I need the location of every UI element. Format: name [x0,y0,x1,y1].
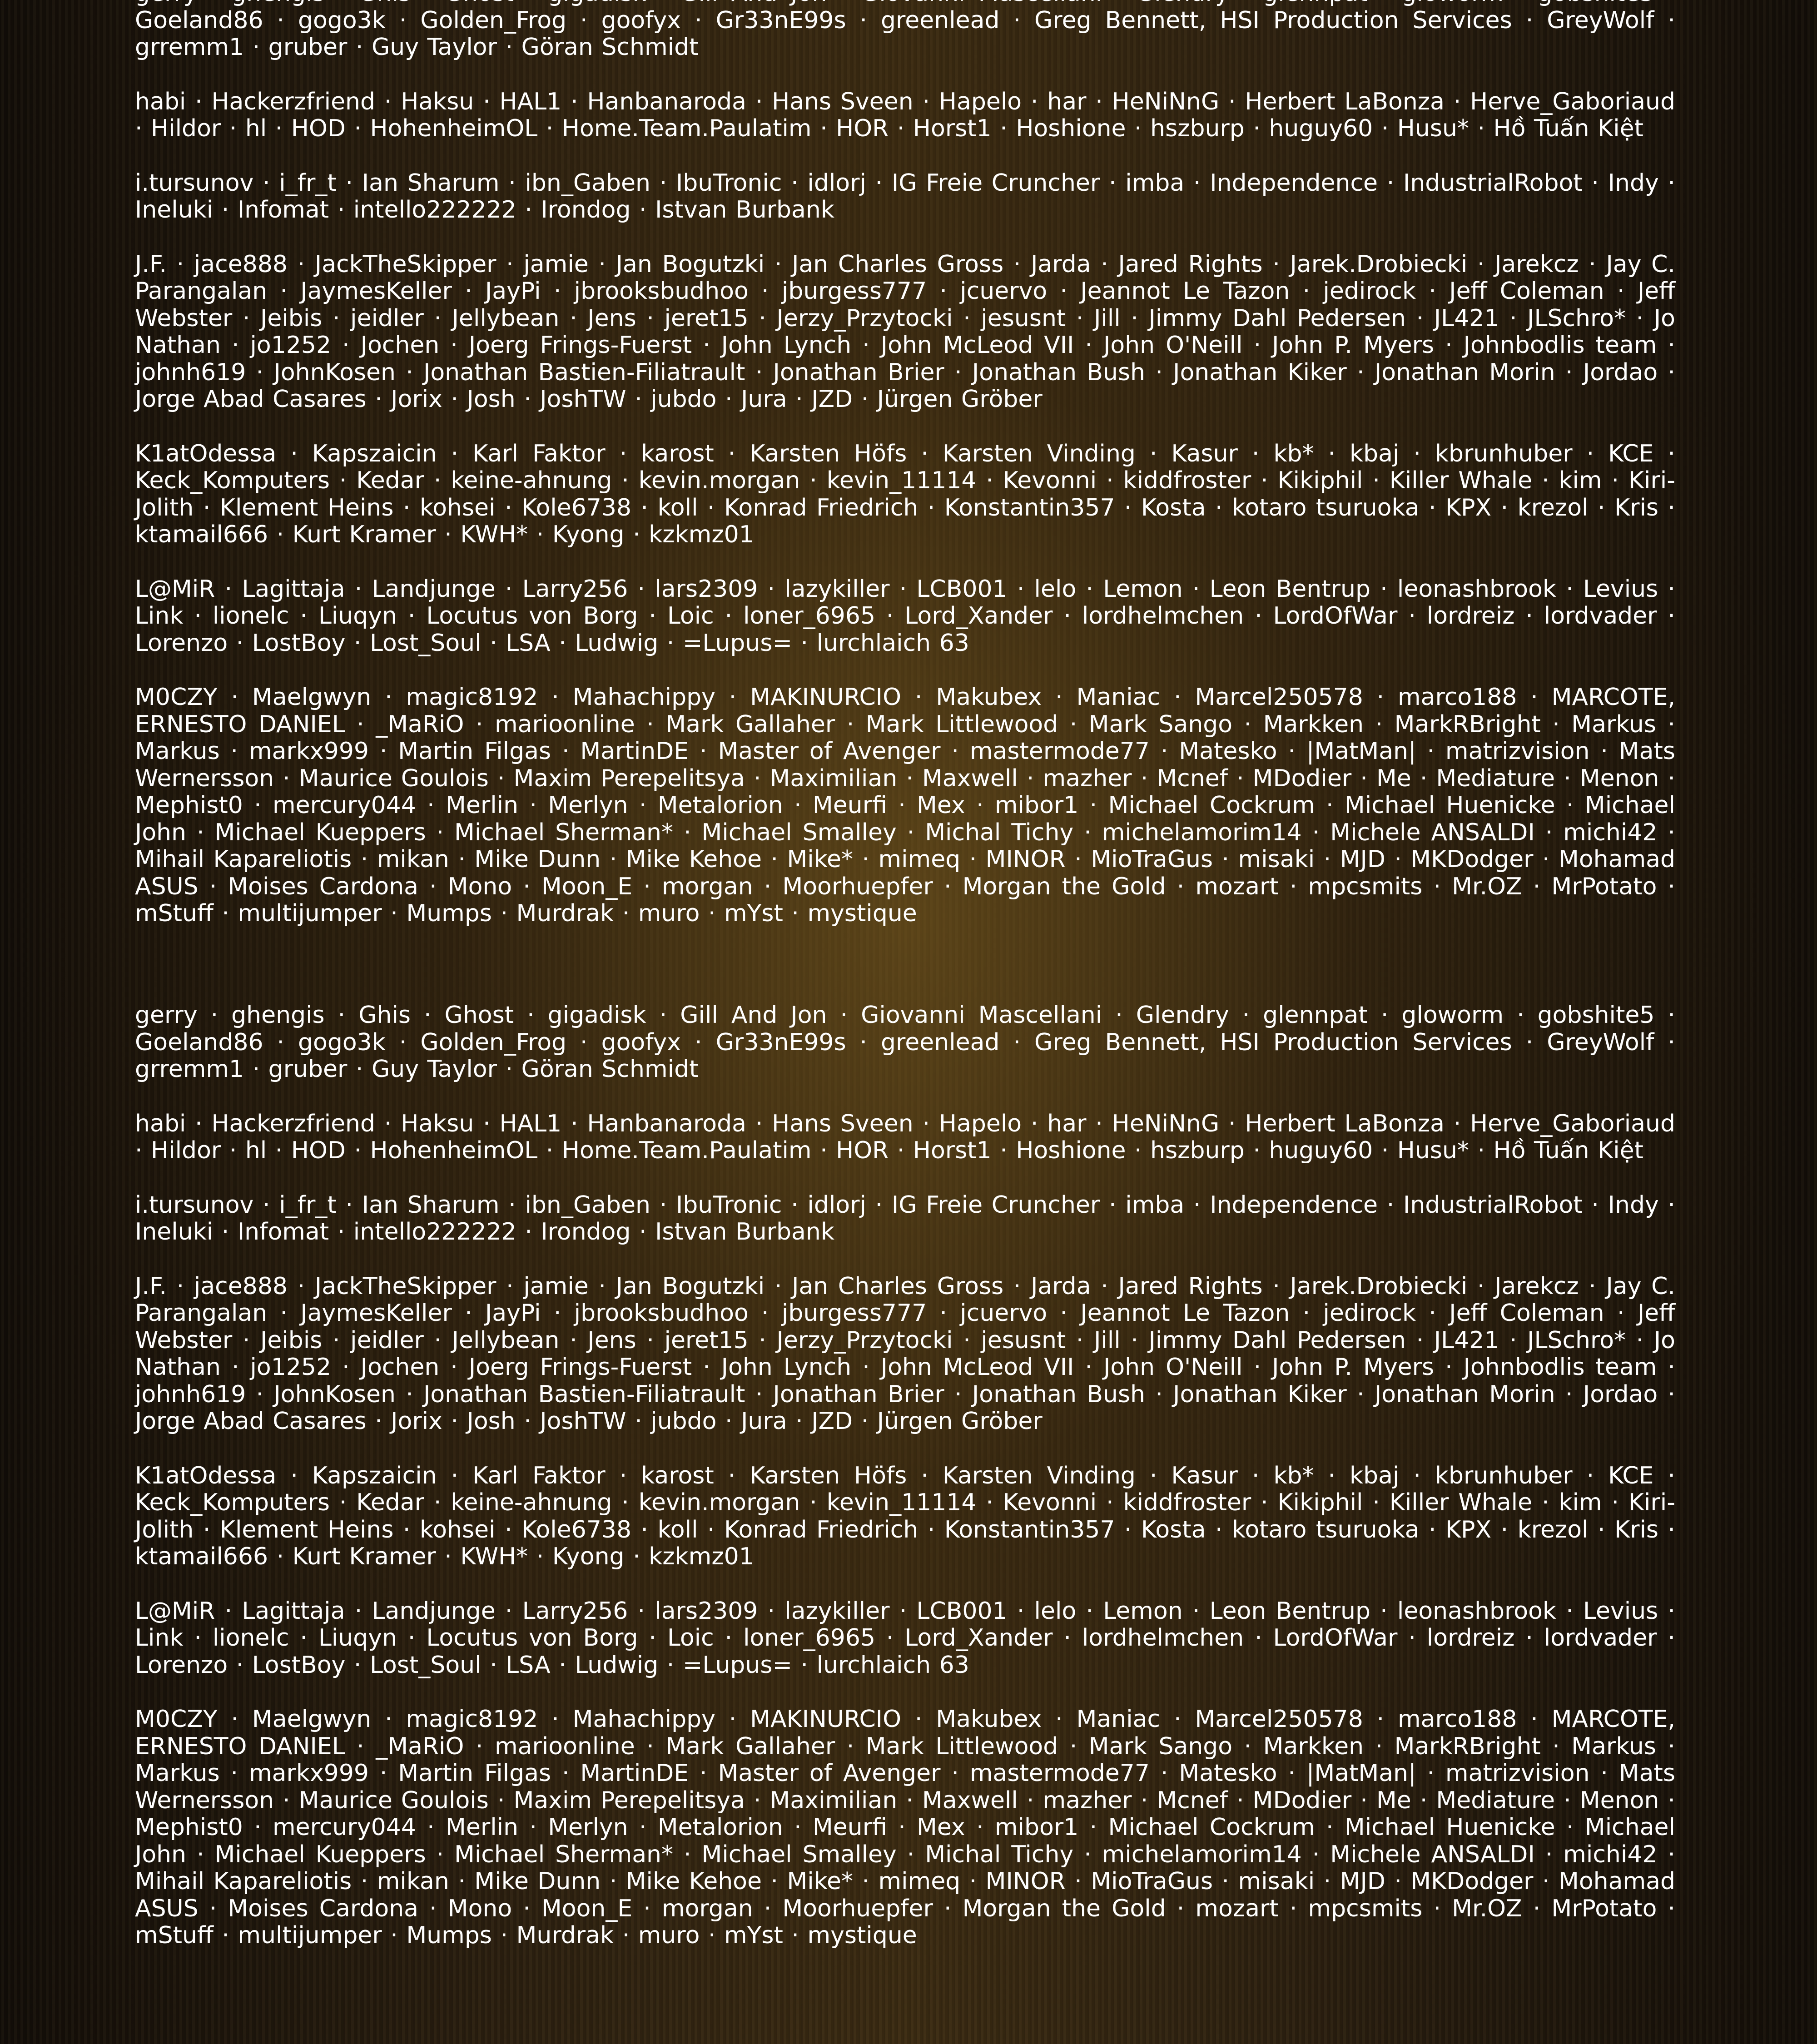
credits-names-i: i.tursunov · i_fr_t · Ian Sharum · ibn_Gaben · IbuTronic · idlorj · IG Freie Cruncher · imba · Independence · IndustrialRobot · Indy · Ineluki · Infomat · intello222222 · Irondog · Istvan Burbank [135,170,1675,224]
credits-names-g: gerry · ghengis · Ghis · Ghost · gigadisk · Gill And Jon · Giovanni Mascellani · Glendry · glennpat · gloworm · gobshite5 · Goeland86 · gogo3k · Golden_Frog · goofyx · Gr33nE99s · greenlead · Greg Bennett, HSI Production Services · GreyWolf · grremm1 · gruber · Guy Taylor · Göran Schmidt [135,1002,1675,1083]
credits-names-l: L@MiR · Lagittaja · Landjunge · Larry256 · lars2309 · lazykiller · LCB001 · lelo · Lemon · Leon Bentrup · leonashbrook · Levius · Link · lionelc · Liuqyn · Locutus von Borg · Loic · loner_6965 · Lord_Xander · lordhelmchen · LordOfWar · lordreiz · lordvader · Lorenzo · LostBoy · Lost_Soul · LSA · Ludwig · =Lupus= · lurchlaich 63 [135,1598,1675,1679]
credits-names-h: habi · Hackerzfriend · Haksu · HAL1 · Hanbanaroda · Hans Sveen · Hapelo · har · HeNiNnG · Herbert LaBonza · Herve_Gaboriaud · Hildor · hl · HOD · HohenheimOL · Home.Team.Paulatim · HOR · Horst1 · Hoshione · hszburp · huguy60 · Husu* · Hồ Tuấn Kiệt [135,89,1675,143]
credits-names-i: i.tursunov · i_fr_t · Ian Sharum · ibn_Gaben · IbuTronic · idlorj · IG Freie Cruncher · imba · Independence · IndustrialRobot · Indy · Ineluki · Infomat · intello222222 · Irondog · Istvan Burbank [135,1192,1675,1246]
credits-names-k: K1atOdessa · Kapszaicin · Karl Faktor · karost · Karsten Höfs · Karsten Vinding · Kasur · kb* · kbaj · kbrunhuber · KCE · Keck_Komputers · Kedar · keine-ahnung · kevin.morgan · kevin_11114 · Kevonni · kiddfroster · Kikiphil · Killer Whale · kim · Kiri-Jolith · Klement Heins · kohsei · Kole6738 · koll · Konrad Friedrich · Konstantin357 · Kosta · kotaro tsuruoka · KPX · krezol · Kris · ktamail666 · Kurt Kramer · KWH* · Kyong · kzkmz01 [135,1463,1675,1571]
credits-names-m: M0CZY · Maelgwyn · magic8192 · Mahachippy · MAKINURCIO · Makubex · Maniac · Marcel250578 · marco188 · MARCOTE, ERNESTO DANIEL · _MaRiO · marioonline · Mark Gallaher · Mark Littlewood · Mark Sango · Markken · MarkRBright · Markus · Markus · markx999 · Martin Filgas · MartinDE · Master of Avenger · mastermode77 · Matesko · |MatMan| · matrizvision · Mats Wernersson · Maurice Goulois · Maxim Perepelitsya · Maximilian · Maxwell · mazher · Mcnef · MDodier · Me · Mediature · Menon · Mephist0 · mercury044 · Merlin · Merlyn · Metalorion · Meurfi · Mex · mibor1 · Michael Cockrum · Michael Huenicke · Michael John · Michael Kueppers · Michael Sherman* · Michael Smalley · Michal Tichy · michelamorim14 · Michele ANSALDI · michi42 · Mihail Kapareliotis · mikan · Mike Dunn · Mike Kehoe · Mike* · mimeq · MINOR · MioTraGus · misaki · MJD · MKDodger · Mohamad ASUS · Moises Cardona · Mono · Moon_E · morgan · Moorhuepfer · Morgan the Gold · mozart · mpcsmits · Mr.OZ · MrPotato · mStuff · multijumper · Mumps · Murdrak · muro · mYst · mystique [135,1706,1675,1950]
credits-names-j: J.F. · jace888 · JackTheSkipper · jamie · Jan Bogutzki · Jan Charles Gross · Jarda · Jared Rights · Jarek.Drobiecki · Jarekcz · Jay C. Parangalan · JaymesKeller · JayPi · jbrooksbudhoo · jburgess777 · jcuervo · Jeannot Le Tazon · jedirock · Jeff Coleman · Jeff Webster · Jeibis · jeidler · Jellybean · Jens · jeret15 · Jerzy_Przytocki · jesusnt · Jill · Jimmy Dahl Pedersen · JL421 · JLSchro* · Jo Nathan · jo1252 · Jochen · Joerg Frings-Fuerst · John Lynch · John McLeod VII · John O'Neill · John P. Myers · Johnbodlis team · johnh619 · JohnKosen · Jonathan Bastien-Filiatrault · Jonathan Brier · Jonathan Bush · Jonathan Kiker · Jonathan Morin · Jordao · Jorge Abad Casares · Jorix · Josh · JoshTW · jubdo · Jura · JZD · Jürgen Gröber [135,1273,1675,1435]
credits-names-k: K1atOdessa · Kapszaicin · Karl Faktor · karost · Karsten Höfs · Karsten Vinding · Kasur · kb* · kbaj · kbrunhuber · KCE · Keck_Komputers · Kedar · keine-ahnung · kevin.morgan · kevin_11114 · Kevonni · kiddfroster · Kikiphil · Killer Whale · kim · Kiri-Jolith · Klement Heins · kohsei · Kole6738 · koll · Konrad Friedrich · Konstantin357 · Kosta · kotaro tsuruoka · KPX · krezol · Kris · ktamail666 · Kurt Kramer · KWH* · Kyong · kzkmz01 [135,441,1675,549]
credits-names-g: Goeland86 · gogo3k · Golden_Frog · goofyx · Gr33nE99s · greenlead · Greg Bennett, HSI Production Services · GreyWolf · grremm1 · gruber · Guy Taylor · Göran Schmidt [135,0,1675,61]
credits-names-j: J.F. · jace888 · JackTheSkipper · jamie · Jan Bogutzki · Jan Charles Gross · Jarda · Jared Rights · Jarek.Drobiecki · Jarekcz · Jay C. Parangalan · JaymesKeller · JayPi · jbrooksbudhoo · jburgess777 · jcuervo · Jeannot Le Tazon · jedirock · Jeff Coleman · Jeff Webster · Jeibis · jeidler · Jellybean · Jens · jeret15 · Jerzy_Przytocki · jesusnt · Jill · Jimmy Dahl Pedersen · JL421 · JLSchro* · Jo Nathan · jo1252 · Jochen · Joerg Frings-Fuerst · John Lynch · John McLeod VII · John O'Neill · John P. Myers · Johnbodlis team · johnh619 · JohnKosen · Jonathan Bastien-Filiatrault · Jonathan Brier · Jonathan Bush · Jonathan Kiker · Jonathan Morin · Jordao · Jorge Abad Casares · Jorix · Josh · JoshTW · jubdo · Jura · JZD · Jürgen Gröber [135,251,1675,413]
credits-names-l: L@MiR · Lagittaja · Landjunge · Larry256 · lars2309 · lazykiller · LCB001 · lelo · Lemon · Leon Bentrup · leonashbrook · Levius · Link · lionelc · Liuqyn · Locutus von Borg · Loic · loner_6965 · Lord_Xander · lordhelmchen · LordOfWar · lordreiz · lordvader · Lorenzo · LostBoy · Lost_Soul · LSA · Ludwig · =Lupus= · lurchlaich 63 [135,576,1675,657]
credits-names-m: M0CZY · Maelgwyn · magic8192 · Mahachippy · MAKINURCIO · Makubex · Maniac · Marcel250578 · marco188 · MARCOTE, ERNESTO DANIEL · _MaRiO · marioonline · Mark Gallaher · Mark Littlewood · Mark Sango · Markken · MarkRBright · Markus · Markus · markx999 · Martin Filgas · MartinDE · Master of Avenger · mastermode77 · Matesko · |MatMan| · matrizvision · Mats Wernersson · Maurice Goulois · Maxim Perepelitsya · Maximilian · Maxwell · mazher · Mcnef · MDodier · Me · Mediature · Menon · Mephist0 · mercury044 · Merlin · Merlyn · Metalorion · Meurfi · Mex · mibor1 · Michael Cockrum · Michael Huenicke · Michael John · Michael Kueppers · Michael Sherman* · Michael Smalley · Michal Tichy · michelamorim14 · Michele ANSALDI · michi42 · Mihail Kapareliotis · mikan · Mike Dunn · Mike Kehoe · Mike* · mimeq · MINOR · MioTraGus · misaki · MJD · MKDodger · Mohamad ASUS · Moises Cardona · Mono · Moon_E · morgan · Moorhuepfer · Morgan the Gold · mozart · mpcsmits · Mr.OZ · MrPotato · mStuff · multijumper · Mumps · Murdrak · muro · mYst · mystique [135,684,1675,928]
credits-names-h: habi · Hackerzfriend · Haksu · HAL1 · Hanbanaroda · Hans Sveen · Hapelo · har · HeNiNnG · Herbert LaBonza · Herve_Gaboriaud · Hildor · hl · HOD · HohenheimOL · Home.Team.Paulatim · HOR · Horst1 · Hoshione · hszburp · huguy60 · Husu* · Hồ Tuấn Kiệt [135,1111,1675,1165]
